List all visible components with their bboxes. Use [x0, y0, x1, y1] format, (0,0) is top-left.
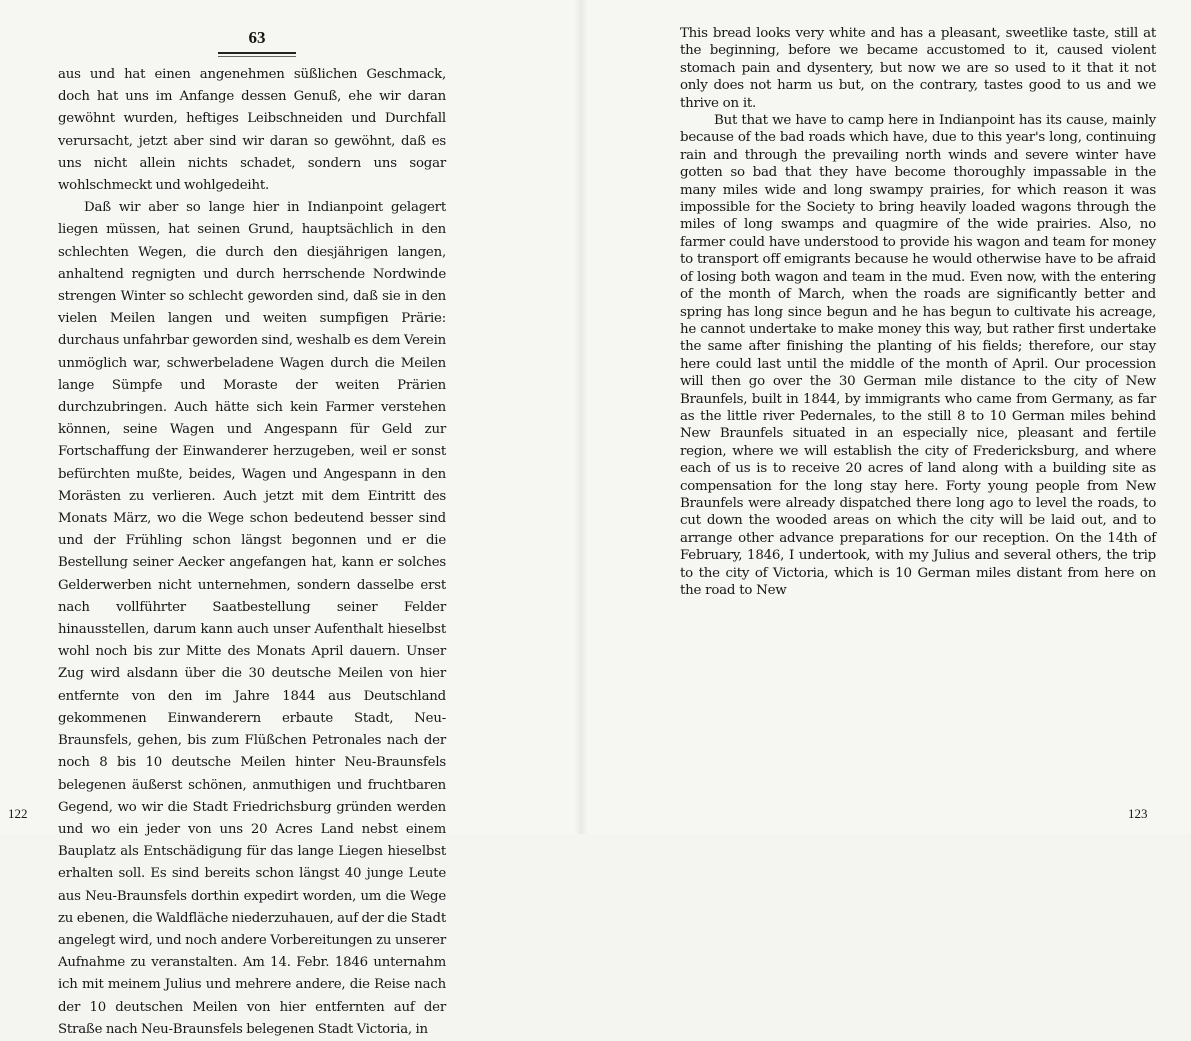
left-page — [58, 28, 446, 1037]
right-page-text — [680, 25, 1156, 599]
header-rule — [218, 52, 296, 57]
page-header-number: 63 — [248, 28, 266, 47]
right-paragraph-2: But that we have to camp here in Indianpoint has its cause, mainly because of the bad roads which have, due to this year's long, continuing rain and through the prevailing north winds and severe winter have gotten so bad that they have become thoroughly impassable in the many miles wide and long swampy prairies, for which reason it was impossible for the Society to bring heavily loaded wagons through the miles of long swamps and quagmire of the wide prairies. Also, no farmer could have understood to provide his wagon and team for money to transport off emigrants because he would otherwise have to be afraid of losing both wagon and team in the mud. Even now, with the entering of the month of March, when the roads are significantly better and spring has long since begun and he has begun to cultivate his acreage, he cannot undertake to make money this way, but rather first undertake the same after finishing the planting of his fields; therefore, our stay here could last until the middle of the month of April. Our procession will then go over the 30 German mile distance to the city of New Braunfels, built in 1844, by immigrants who came from Germany, as far as the little river Pedernales, to the still 8 to 10 German miles behind New Braunfels situated in an especially nice, pleasant and fertile region, where we will establish the city of Fredericksburg, and where each of us is to receive 20 acres of land along with a building site as compensation for the long stay here. Forty young people from New Braunfels were already dispatched there long ago to level the roads, to cut down the wooded areas on which the city will be laid out, and to arrange other advance preparations for our reception. On the 14th of February, 1846, I undertook, with my Julius and several others, the trip to the city of Victoria, which is 10 German miles distant from here on the road to New — [680, 113, 1156, 598]
left-paragraph-2: Daß wir aber so lange hier in Indianpoint gelagert liegen müssen, hat seinen Grund, hauptsächlich in den schlechten Wegen, die durch den diesjährigen langen, anhaltend regnigten und durch herrschende Nordwinde strengen Winter so schlecht geworden sind, daß sie in den vielen Meilen langen und weiten sumpfigen Prärie: durchaus unfahrbar geworden sind, weshalb es dem Verein unmöglich war, schwerbeladene Wagen durch die Meilen lange Sümpfe und Moraste der weiten Prärien durchzubringen. Auch hätte sich kein Farmer verstehen können, seine Wagen und Angespann für Geld zur Fortschaffung der Einwanderer herzugeben, weil er sonst befürchten mußte, beides, Wagen und Angespann in den Morästen zu verlieren. Auch jetzt mit dem Eintritt des Monats März, wo die Wege schon bedeutend besser sind und der Frühling schon längst begonnen und er die Bestellung seiner Aecker angefangen hat, kann er solches Gelderwerben nicht unternehmen, sondern dasselbe erst nach vollführter Saatbestellung seiner Felder hinausstellen, darum kann auch unser Aufenthalt hieselbst wohl noch bis zur Mitte des Monats April dauern. Unser Zug wird alsdann über die 30 deutsche Meilen von hier entfernte von den im Jahre 1844 aus Deutschland gekommenen Einwanderern erbaute Stadt, Neu-Braunsfels, gehen, bis zum Flüßchen Petronales nach der noch 8 bis 10 deutsche Meilen hinter Neu-Braunsfels belegenen äußerst schönen, anmuthigen und fruchtbaren Gegend, wo wir die Stadt Friedrichsburg gründen werden und wo ein jeder von uns 20 Acres Land nebst einem Bauplatz als Entschädigung für das lange Liegen hieselbst erhalten soll. Es sind bereits schon längst 40 junge Leute aus Neu-Braunsfels dorthin expedirt worden, um die Wege zu ebenen, die Waldfläche niederzuhauen, auf der die Stadt angelegt wird, und noch andere Vorbereitungen zu unserer Aufnahme zu veranstalten. Am 14. Febr. 1846 unternahm ich mit meinem Julius und mehrere andere, die Reise nach der 10 deutschen Meilen von hier entfernten auf der Straße nach Neu-Braunsfels belegenen Stadt Victoria, in — [58, 200, 446, 1037]
left-page-text — [58, 64, 446, 1041]
left-paragraph-1: aus und hat einen angenehmen süßlichen Geschmack, doch hat uns im Anfange dessen Genuß, ehe wir daran gewöhnt wurden, heftiges Leibschneiden und Durchfall verursacht, jetzt aber sind wir daran so gewöhnt, daß es uns nicht allein nichts schadet, sondern uns sogar wohlschmeckt und wohlgedeiht. — [58, 67, 446, 194]
left-page-number: 122 — [8, 806, 28, 821]
book-gutter — [574, 0, 588, 834]
right-page — [680, 25, 1156, 598]
right-page-number: 123 — [1128, 806, 1148, 821]
right-paragraph-1: This bread looks very white and has a pleasant, sweetlike taste, still at the beginning, before we became accustomed to it, caused violent stomach pain and dysentery, but now we are so used to it that it not only does not harm us but, on the contrary, tastes good to us and we thrive on it. — [680, 26, 1156, 111]
